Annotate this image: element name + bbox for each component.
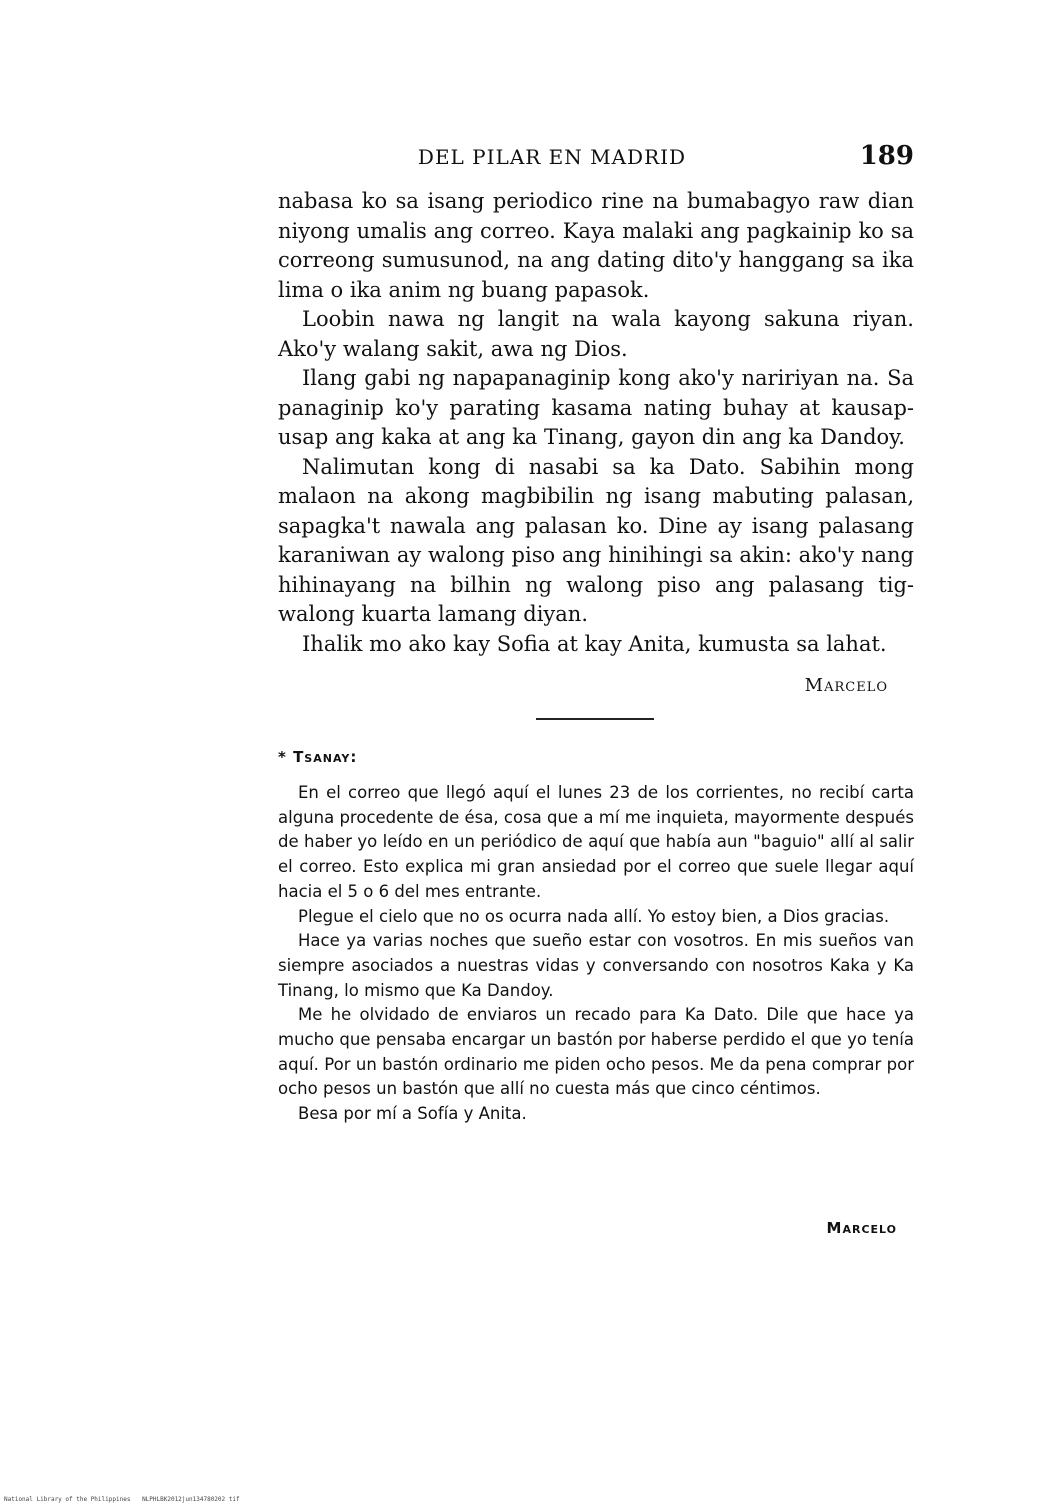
- running-title: DEL PILAR EN MADRID: [417, 145, 687, 169]
- footnote-paragraph: Besa por mí a Sofía y Anita.: [298, 1104, 527, 1124]
- section-divider: [536, 718, 654, 720]
- page-number: 189: [859, 141, 914, 171]
- main-signature: Marcelo: [804, 675, 888, 696]
- library-file-code: NLPHLBK2012jun134780202 tif: [142, 1496, 240, 1503]
- footnote-paragraph: En el correo que llegó aquí el lunes 23 de los corrientes, no recibí carta alguna procedente de ésa, cosa que a mí me inquieta, mayormente después de haber yo leído en un periódico de aquí que había aun "baguio" allí al salir el correo. Esto explica mi gran ansiedad por el correo que suele llegar aquí hacia el 5 o 6 del mes entrante.: [278, 783, 914, 901]
- main-paragraph: Nalimutan kong di nasabi sa ka Dato. Sabihin mong malaon na akong magbibilin ng isang mabuting palasan, sapagka't nawala ang palasan ko. Dine ay isang palasang karaniwan ay walong piso ang hinihingi sa akin: ako'y nang hihinayang na bilhin ng walong piso ang palasang tig-walong kuarta lamang diyan.: [278, 454, 914, 626]
- main-letter-text: [278, 187, 914, 659]
- main-paragraph: Ilang gabi ng napapanaginip kong ako'y naririyan na. Sa panaginip ko'y parating kasama nating buhay at kausap-usap ang kaka at ang ka Tinang, gayon din ang ka Dandoy.: [278, 366, 914, 449]
- main-paragraph: Loobin nawa ng langit na wala kayong sakuna riyan. Ako'y walang sakit, awa ng Dios.: [278, 307, 914, 361]
- main-paragraph: Ihalik mo ako kay Sofia at kay Anita, kumusta sa lahat.: [302, 631, 887, 656]
- library-institution: National Library of the Philippines: [4, 1496, 131, 1503]
- library-scan-footer: [4, 1496, 248, 1503]
- footnote-paragraph: Me he olvidado de enviaros un recado para Ka Dato. Dile que hace ya mucho que pensaba encargar un bastón por haberse perdido el que yo tenía aquí. Por un bastón ordinario me piden ocho pesos. Me da pena comprar por ocho pesos un bastón que allí no cuesta más que cinco céntimos.: [278, 1005, 914, 1099]
- footnote-translation: [278, 781, 914, 1127]
- main-paragraph: nabasa ko sa isang periodico rine na bumabagyo raw dian niyong umalis ang correo. Kaya malaki ang pagkainip ko sa correong sumusunod, na ang dating dito'y hanggang sa ika lima o ika anim ng buang papasok.: [278, 189, 914, 302]
- footnote-heading: * Tsanay:: [278, 748, 358, 766]
- footnote-paragraph: Hace ya varias noches que sueño estar con vosotros. En mis sueños van siempre asociados a nuestras vidas y conversando con nosotros Kaka y Ka Tinang, lo mismo que Ka Dandoy.: [278, 931, 914, 1000]
- page-header: [278, 139, 914, 175]
- footnote-signature: Marcelo: [826, 1219, 897, 1237]
- footnote-paragraph: Plegue el cielo que no os ocurra nada allí. Yo estoy bien, a Dios gracias.: [298, 906, 890, 926]
